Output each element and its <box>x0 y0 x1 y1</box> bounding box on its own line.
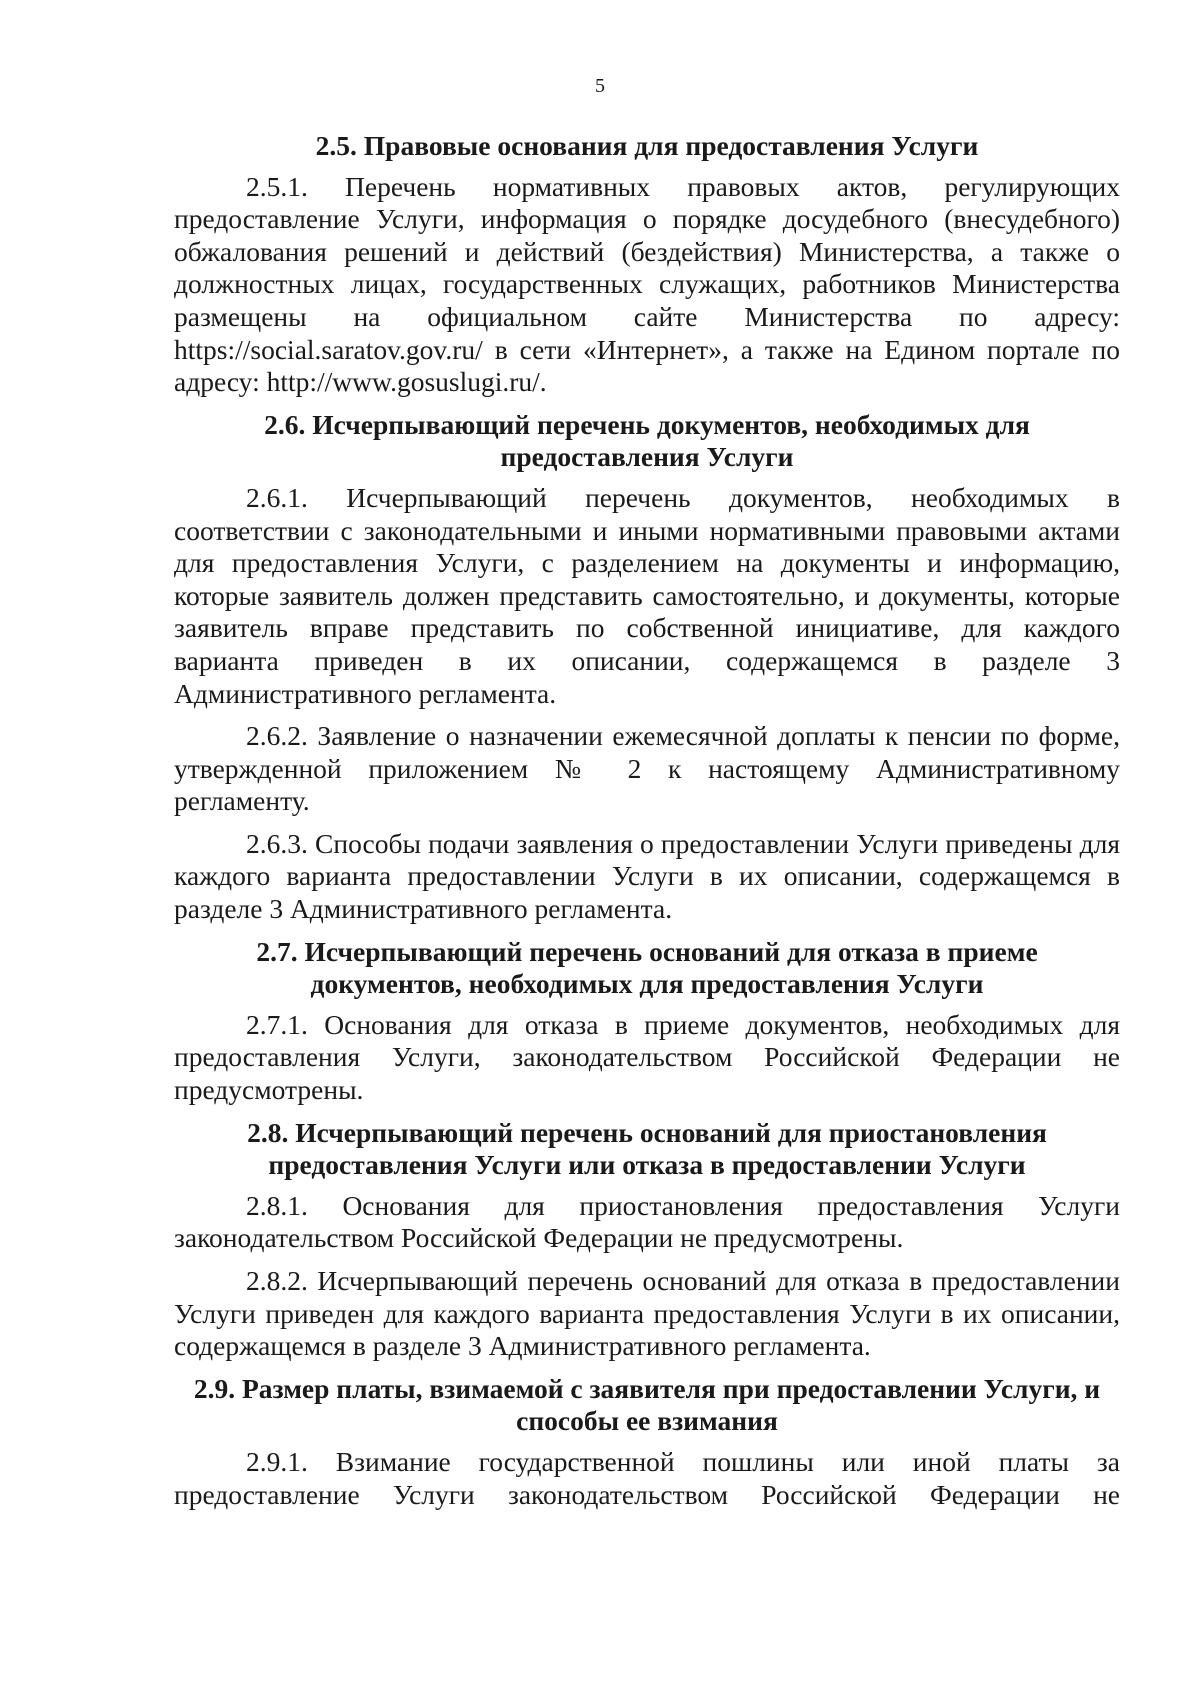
section-2-9-heading-line1: 2.9. Размер платы, взимаемой с заявителя при предоставлении Услуги, и <box>193 1372 1101 1404</box>
section-2-7-heading-line1: 2.7. Исчерпывающий перечень оснований для отказа в приеме <box>256 935 1038 967</box>
section-2-6-heading <box>174 409 1120 474</box>
paragraph-2-6-3: 2.6.3. Способы подачи заявления о предоставлении Услуги приведены для каждого варианта предоставлении Услуги в их описании, содержащемся в разделе 3 Административного регламента. <box>174 827 1120 925</box>
paragraph-2-8-1: 2.8.1. Основания для приостановления предоставления Услуги законодательством Российской Федерации не предусмотрены. <box>174 1189 1120 1254</box>
section-2-5-heading: 2.5. Правовые основания для предоставления Услуги <box>315 130 979 161</box>
paragraph-2-6-1: 2.6.1. Исчерпывающий перечень документов, необходимых в соответствии с законодательными и иными нормативными правовыми актами для предоставления Услуги, с разделением на документы и информацию, которые заявитель должен представить самостоятельно, и документы, которые заявитель вправе представить по собственной инициативе, для каждого варианта приведен в их описании, содержащемся в разделе 3 Административного регламента. <box>174 481 1120 709</box>
section-2-9-heading <box>174 1373 1120 1438</box>
paragraph-2-9-1: 2.9.1. Взимание государственной пошлины или иной платы за предоставление Услуги законодательством Российской Федерации не <box>174 1445 1120 1510</box>
paragraph-2-5-1: 2.5.1. Перечень нормативных правовых актов, регулирующих предоставление Услуги, информация о порядке досудебного (внесудебного) обжалования решений и действий (бездействия) Министерства, а также о должностных лицах, государственных служащих, работников Министерства размещены на официальном сайте Министерства по адресу: https://social.saratov.gov.ru/ в сети «Интернет», а также на Едином портале по адресу: http://www.gosuslugi.ru/. <box>174 170 1120 398</box>
section-2-8-heading <box>174 1117 1120 1182</box>
paragraph-2-7-1: 2.7.1. Основания для отказа в приеме документов, необходимых для предоставления Услуги, законодательством Российской Федерации не предусмотрены. <box>174 1008 1120 1106</box>
section-2-8-heading-line1: 2.8. Исчерпывающий перечень оснований для приостановления <box>247 1116 1047 1148</box>
section-2-6-heading-line2: предоставления Услуги <box>500 441 794 473</box>
section-2-7-heading-line2: документов, необходимых для предоставления Услуги <box>310 968 984 1000</box>
section-2-6-heading-line1: 2.6. Исчерпывающий перечень документов, необходимых для <box>264 408 1030 440</box>
paragraph-2-8-2: 2.8.2. Исчерпывающий перечень оснований для отказа в предоставлении Услуги приведен для каждого варианта предоставления Услуги в их описании, содержащемся в разделе 3 Административного регламента. <box>174 1265 1120 1362</box>
document-body <box>174 130 1120 1511</box>
section-2-7-heading <box>174 936 1120 1001</box>
page-number: 5 <box>595 75 605 97</box>
section-2-9-heading-line2: способы ее взимания <box>516 1405 778 1437</box>
paragraph-2-6-2: 2.6.2. Заявление о назначении ежемесячной доплаты к пенсии по форме, утвержденной приложением № 2 к настоящему Административному регламенту. <box>174 720 1120 817</box>
section-2-8-heading-line2: предоставления Услуги или отказа в предоставлении Услуги <box>268 1149 1026 1181</box>
